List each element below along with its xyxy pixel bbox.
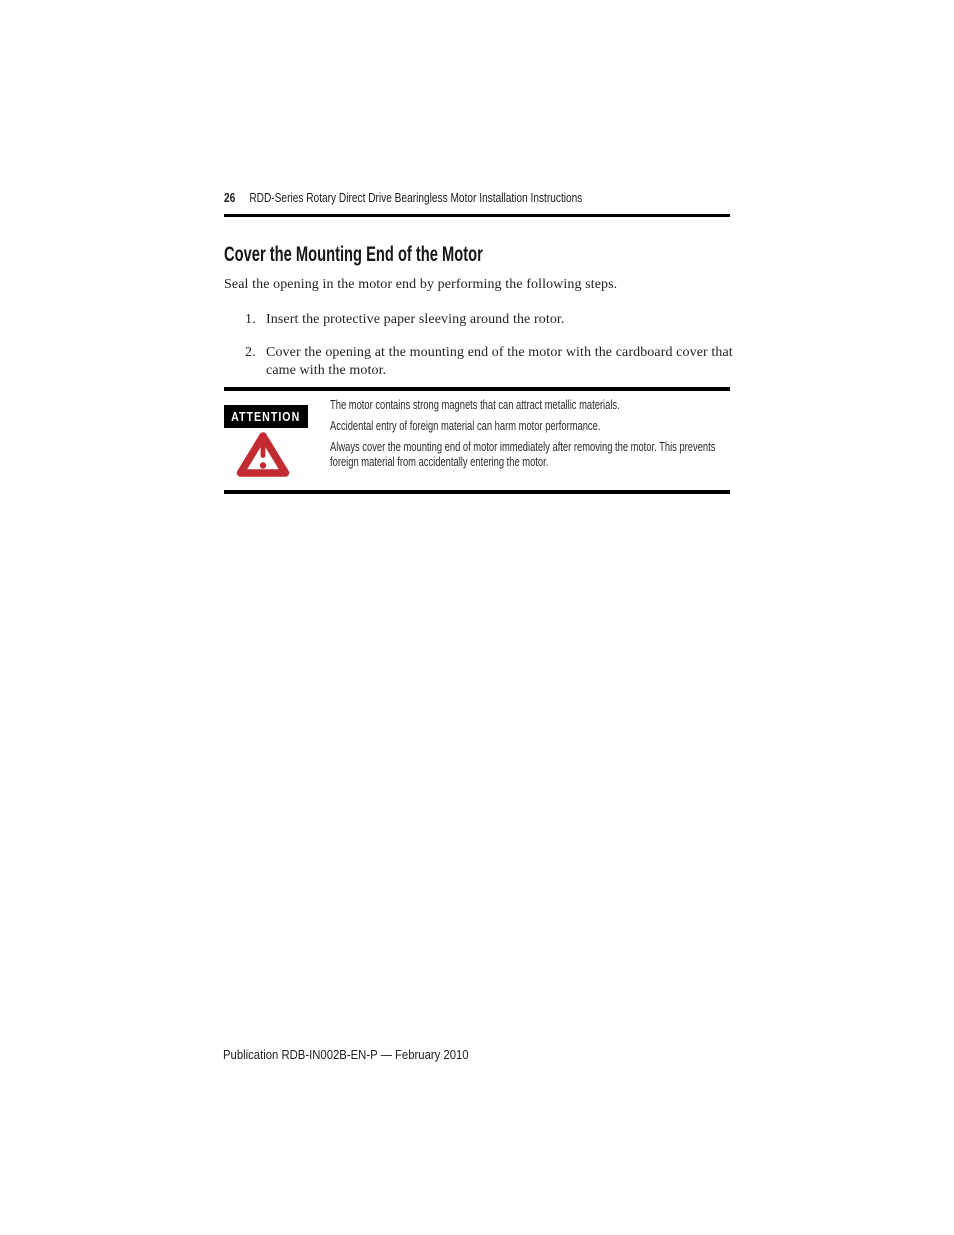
attention-text-block (330, 398, 730, 476)
section-heading (224, 243, 594, 266)
attention-paragraph: The motor contains strong magnets that can attract metallic materials. (330, 398, 620, 412)
page-footer (223, 1047, 505, 1062)
running-title: RDD-Series Rotary Direct Drive Bearingless Motor Installation Instructions (249, 190, 583, 205)
step-text: Insert the protective paper sleeving around the rotor. (266, 312, 565, 327)
intro-paragraph: Seal the opening in the motor end by performing the following steps. (224, 277, 618, 292)
attention-badge-label: ATTENTION (231, 409, 301, 424)
attention-paragraph: Always cover the mounting end of motor immediately after removing the motor. This prevents foreign material from accidentally entering the motor. (330, 440, 716, 469)
page-header (224, 190, 683, 205)
page-number: 26 (224, 190, 236, 205)
header-rule (224, 214, 730, 217)
step-text: Cover the opening at the mounting end of the motor with the cardboard cover that came with the motor. (266, 345, 733, 378)
section-heading-text: Cover the Mounting End of the Motor (224, 243, 483, 266)
step-number: 1. (245, 312, 256, 327)
attention-paragraph: Accidental entry of foreign material can harm motor performance. (330, 419, 601, 433)
exclamation-bar (261, 443, 266, 458)
attention-badge (224, 405, 308, 428)
list-item (245, 311, 734, 329)
warning-triangle-icon (236, 430, 290, 478)
publication-info: Publication RDB-IN002B-EN-P — February 2010 (223, 1047, 469, 1062)
step-number: 2. (245, 345, 256, 360)
exclamation-dot (260, 462, 266, 468)
list-item (245, 344, 734, 379)
attention-notice (224, 387, 730, 494)
